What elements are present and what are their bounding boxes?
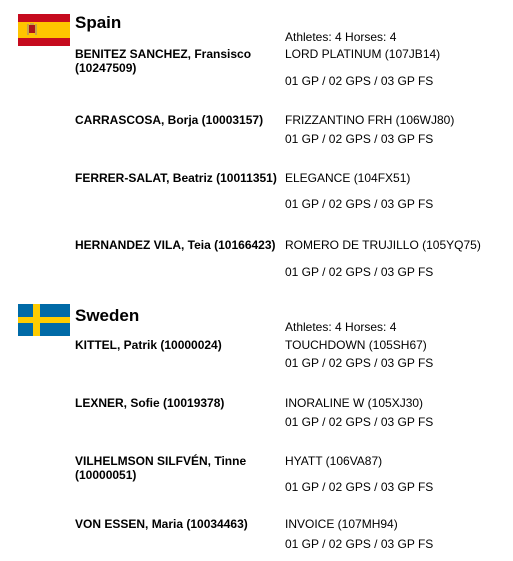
event-list: 01 GP / 02 GPS / 03 GP FS [285, 537, 434, 551]
event-list: 01 GP / 02 GPS / 03 GP FS [285, 480, 434, 494]
athlete-name: VON ESSEN, Maria (10034463) [75, 517, 248, 531]
sweden-flag-icon [18, 304, 70, 336]
athlete-name: KITTEL, Patrik (10000024) [75, 338, 222, 352]
horse-name: INVOICE (107MH94) [285, 517, 398, 531]
horse-name: LORD PLATINUM (107JB14) [285, 47, 441, 61]
event-list: 01 GP / 02 GPS / 03 GP FS [285, 132, 434, 146]
athlete-name: FERRER-SALAT, Beatriz (10011351) [75, 171, 277, 185]
athlete-name: CARRASCOSA, Borja (10003157) [75, 113, 264, 127]
horse-name: FRIZZANTINO FRH (106WJ80) [285, 113, 455, 127]
athlete-name: HERNANDEZ VILA, Teia (10166423) [75, 238, 276, 252]
horse-name: ELEGANCE (104FX51) [285, 171, 411, 185]
horse-name: TOUCHDOWN (105SH67) [285, 338, 427, 352]
event-list: 01 GP / 02 GPS / 03 GP FS [285, 265, 434, 279]
athlete-name: BENITEZ SANCHEZ, Fransisco (10247509) [75, 47, 252, 75]
country-name: Spain [75, 13, 122, 32]
country-name: Sweden [75, 306, 140, 325]
horse-name: ROMERO DE TRUJILLO (105YQ75) [285, 238, 481, 252]
athlete-name: VILHELMSON SILFVÉN, Tinne (10000051) [75, 454, 247, 482]
team-summary: Athletes: 4 Horses: 4 [285, 320, 397, 334]
event-list: 01 GP / 02 GPS / 03 GP FS [285, 197, 434, 211]
event-list: 01 GP / 02 GPS / 03 GP FS [285, 356, 434, 370]
event-list: 01 GP / 02 GPS / 03 GP FS [285, 415, 434, 429]
event-list: 01 GP / 02 GPS / 03 GP FS [285, 74, 434, 88]
team-summary: Athletes: 4 Horses: 4 [285, 30, 397, 44]
horse-name: HYATT (106VA87) [285, 454, 383, 468]
athlete-name: LEXNER, Sofie (10019378) [75, 396, 225, 410]
horse-name: INORALINE W (105XJ30) [285, 396, 424, 410]
spain-flag-icon [18, 14, 70, 46]
